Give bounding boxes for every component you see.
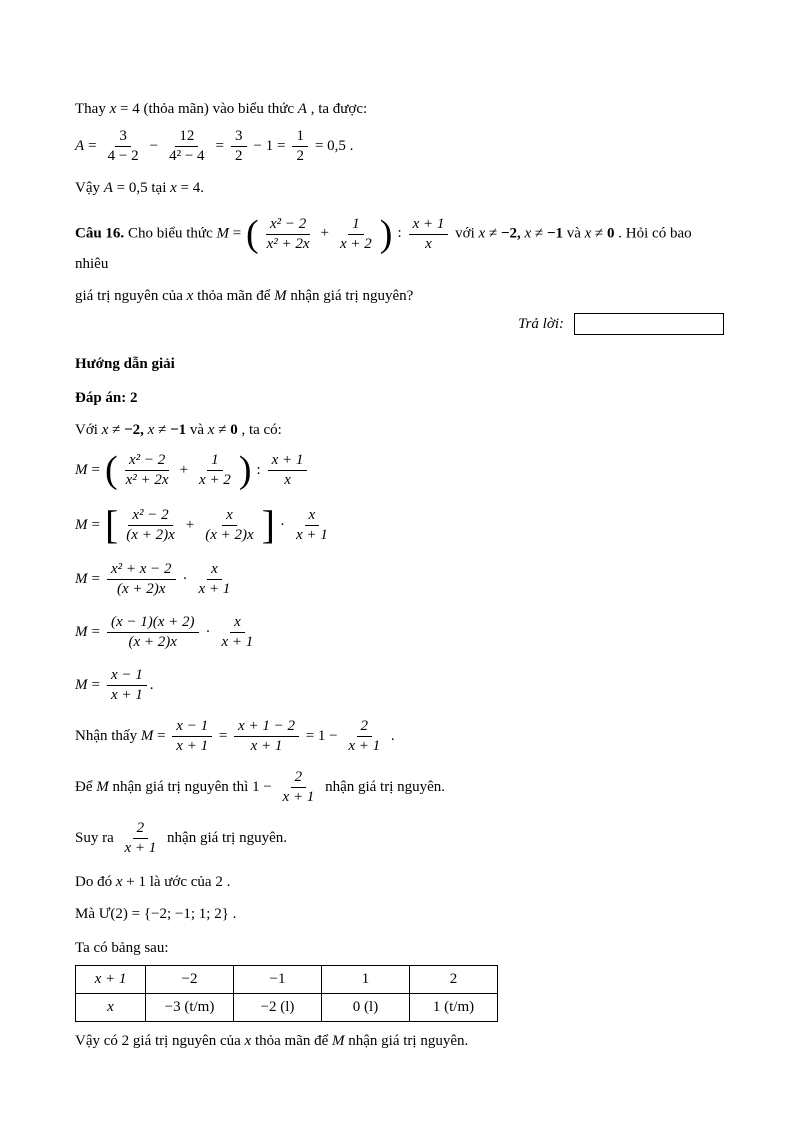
table-cell: x (76, 994, 146, 1022)
left-paren: ( (104, 449, 118, 491)
para-intro (75, 98, 724, 120)
text-run: nhận giá trị nguyên? (286, 288, 414, 304)
value-table (75, 965, 498, 1022)
eq-m2 (75, 502, 724, 547)
numerator: x − 1 (172, 718, 212, 737)
fraction (122, 507, 178, 544)
math-var: x (101, 422, 109, 438)
operator: = (215, 727, 232, 744)
para-de-m (75, 769, 724, 806)
numerator: x (207, 561, 222, 580)
text-run: Vậy có 2 giá trị nguyên của (75, 1033, 245, 1049)
operator: = 1 − (301, 727, 342, 744)
para-conclusion-a (75, 177, 724, 199)
fraction (336, 216, 376, 253)
operator: ≠ (591, 225, 608, 242)
numerator: x (230, 614, 245, 633)
operator: = (153, 727, 170, 744)
denominator: x + 1 (282, 789, 315, 805)
text-run: Nhận thấy (75, 727, 141, 744)
fraction (172, 718, 212, 755)
answer-label: Trả lời: (518, 315, 564, 332)
text-run: giá trị nguyên của (75, 288, 187, 304)
denominator: 2 (235, 148, 243, 164)
right-bracket: ] (261, 502, 275, 547)
punctuation: . (387, 727, 395, 744)
numerator: x² − 2 (266, 216, 310, 235)
math-var: x (584, 225, 592, 242)
fraction (409, 216, 449, 253)
text-run: và (562, 225, 585, 242)
fraction (121, 820, 161, 857)
math-var: M (216, 225, 229, 242)
table-cell: −1 (234, 966, 322, 994)
table-cell: 0 (l) (322, 994, 410, 1022)
math-var: x (170, 180, 177, 196)
text-run: , ta có: (237, 422, 282, 438)
math-var: M (75, 516, 88, 533)
eq-m1 (75, 451, 724, 489)
denominator: x + 1 (295, 526, 328, 543)
heading-guide (75, 353, 724, 375)
table-cell: −2 (146, 966, 234, 994)
operator: · (279, 516, 285, 533)
text-run: thỏa mãn để (193, 288, 275, 304)
fraction (218, 614, 258, 651)
operator: = (228, 225, 245, 242)
fraction (195, 561, 235, 598)
numerator: x + 1 (268, 452, 308, 471)
numerator: 2 (133, 820, 149, 839)
math-var: x (244, 1033, 252, 1049)
table-row (76, 994, 498, 1022)
fraction (268, 452, 308, 489)
operator: ≠ (214, 422, 231, 438)
numerator: 1 (207, 452, 223, 471)
right-paren: ) (238, 449, 252, 491)
eq-m4 (75, 614, 724, 651)
math-var: A (75, 138, 85, 154)
operator: · (205, 624, 211, 640)
punctuation: . (149, 677, 154, 693)
eq-m5 (75, 667, 724, 704)
left-bracket: [ (104, 502, 119, 547)
operator: = 0,5 . (314, 138, 354, 154)
table-cell: 2 (410, 966, 498, 994)
numerator: 2 (357, 718, 373, 737)
text-run: nhận giá trị nguyên. (344, 1033, 469, 1049)
numerator: x + 1 (409, 216, 449, 235)
math-var: M (75, 571, 88, 587)
numerator: x − 1 (107, 667, 147, 686)
fraction (231, 128, 247, 165)
text-run: Thay (75, 101, 110, 117)
text-run: = 4 (thỏa mãn) vào biểu thức (116, 101, 298, 117)
numerator: 2 (291, 769, 307, 788)
numerator: 12 (175, 128, 198, 147)
math-var: M (332, 1033, 345, 1049)
denominator: 4 − 2 (107, 148, 139, 164)
math-const: −1 (170, 422, 187, 438)
denominator: x + 1 (250, 738, 283, 754)
table-cell: x + 1 (76, 966, 146, 994)
numerator: x (305, 507, 320, 526)
math-const: −1 (546, 225, 563, 242)
eq-a-eval (75, 128, 724, 165)
numerator: 3 (231, 128, 247, 147)
para-q16-line1 (75, 215, 724, 275)
right-paren: ) (379, 213, 393, 255)
operator: : (397, 225, 402, 242)
denominator: 2 (296, 148, 304, 164)
text-run: = 4. (176, 180, 205, 196)
math-const: 0 (607, 225, 615, 242)
fraction (263, 216, 314, 253)
fraction (107, 667, 147, 704)
denominator: (x + 2)x (128, 634, 177, 650)
math-var: x (115, 874, 123, 890)
text-run: Mà Ư(2) = {−2; −1; 1; 2} . (75, 906, 237, 922)
denominator: x + 1 (198, 581, 231, 597)
numerator: x (222, 507, 237, 526)
operator: = (91, 624, 100, 640)
math-var: A (297, 101, 307, 117)
math-var: x (524, 225, 532, 242)
denominator: (x + 2)x (117, 581, 166, 597)
math-var: x (186, 288, 194, 304)
text-run: Với (75, 422, 102, 438)
text-run: Suy ra (75, 829, 118, 846)
denominator: x + 2 (199, 471, 231, 488)
text-run: nhận giá trị nguyên. (321, 778, 446, 795)
denominator: x (425, 235, 432, 252)
numerator: x² − 2 (125, 452, 169, 471)
denominator: (x + 2)x (205, 526, 254, 543)
numerator: x + 1 − 2 (234, 718, 299, 737)
para-nhan-thay (75, 718, 724, 755)
text-run: Để (75, 778, 97, 795)
denominator: x + 1 (176, 738, 209, 754)
table-cell: −3 (t/m) (146, 994, 234, 1022)
denominator: x² + 2x (125, 471, 169, 488)
operator: ≠ (108, 422, 125, 438)
para-do-do (75, 871, 724, 893)
math-var: M (75, 624, 88, 640)
para-bang-sau (75, 937, 724, 959)
fraction (279, 769, 319, 806)
numerator: 3 (115, 128, 131, 147)
operator: : (256, 461, 261, 478)
math-var: x (147, 422, 155, 438)
math-var: M (96, 778, 109, 795)
math-const: −2, (124, 422, 148, 438)
math-const: −2, (500, 225, 525, 242)
denominator: x + 1 (221, 634, 254, 650)
fraction (104, 128, 143, 165)
denominator: x + 2 (340, 235, 372, 252)
text-run: với (451, 225, 479, 242)
fraction (165, 128, 208, 165)
fraction (201, 507, 257, 544)
heading-text: Hướng dẫn giải (75, 356, 175, 372)
numerator: (x − 1)(x + 2) (107, 614, 199, 633)
denominator: x² + 2x (266, 235, 310, 252)
text-run: . Hỏi có bao nhiêu (75, 225, 692, 272)
math-var: M (140, 727, 154, 744)
fraction (344, 718, 384, 755)
numerator: x² + x − 2 (107, 561, 176, 580)
para-conditions (75, 419, 724, 441)
operator: = (91, 461, 100, 478)
operator: ≠ (154, 422, 171, 438)
eq-m3 (75, 561, 724, 598)
text-run: = 0,5 tại (112, 180, 171, 196)
text-run: , ta được: (306, 101, 368, 117)
operator: = (88, 138, 97, 154)
operator: = (91, 571, 100, 587)
fraction (107, 561, 176, 598)
table-cell: 1 (t/m) (410, 994, 498, 1022)
operator: + (320, 225, 330, 242)
operator: ≠ (531, 225, 547, 242)
math-var: M (274, 288, 287, 304)
dap-an-value: 2 (130, 390, 138, 406)
denominator: 4² − 4 (169, 148, 205, 164)
table-cell: 1 (322, 966, 410, 994)
math-var: x (109, 101, 117, 117)
operator: · (182, 571, 188, 587)
text-run: nhận giá trị nguyên thì (108, 778, 253, 795)
dap-an-label: Đáp án: (75, 390, 131, 406)
operator: 1 − (252, 778, 276, 795)
text-run: Ta có bảng sau: (75, 940, 169, 956)
operator: + (179, 461, 189, 478)
table-row (76, 966, 498, 994)
denominator: x + 1 (348, 738, 381, 754)
denominator: x + 1 (110, 687, 143, 703)
text-run: Do đó (75, 874, 116, 890)
text-run: nhận giá trị nguyên. (163, 829, 288, 846)
table-cell: −2 (l) (234, 994, 322, 1022)
math-const: 0 (230, 422, 238, 438)
operator: ≠ (485, 225, 501, 242)
fraction (292, 128, 308, 165)
para-suy-ra (75, 820, 724, 857)
operator: = (215, 138, 225, 154)
fraction (122, 452, 173, 489)
answer-box[interactable] (574, 313, 724, 335)
numerator: 1 (292, 128, 308, 147)
operator: − 1 = (253, 138, 286, 154)
fraction (292, 507, 332, 544)
text-run: + 1 là ước của 2 . (122, 874, 231, 890)
denominator: x (284, 471, 291, 488)
para-uoc (75, 903, 724, 925)
question-number: Câu 16. (75, 225, 125, 242)
para-final-conclusion (75, 1030, 724, 1052)
text-run: Cho biểu thức (124, 225, 217, 242)
text-run: thỏa mãn để (251, 1033, 333, 1049)
fraction (195, 452, 235, 489)
math-var: x (207, 422, 215, 438)
para-q16-line2 (75, 285, 724, 307)
text-run: Vậy (75, 180, 104, 196)
operator: + (185, 516, 195, 533)
denominator: (x + 2)x (126, 526, 175, 543)
operator: − (149, 138, 159, 154)
line-dap-an (75, 387, 724, 409)
operator: = (91, 516, 100, 533)
math-var: M (75, 677, 88, 693)
fraction (234, 718, 299, 755)
numerator: 1 (348, 216, 364, 235)
math-var: x (478, 225, 486, 242)
left-paren: ( (245, 213, 259, 255)
fraction (107, 614, 199, 651)
answer-line (75, 313, 724, 335)
math-var: A (103, 180, 113, 196)
math-var: M (75, 461, 88, 478)
text-run: và (186, 422, 208, 438)
numerator: x² − 2 (128, 507, 172, 526)
denominator: x + 1 (124, 840, 157, 856)
operator: = (91, 677, 100, 693)
